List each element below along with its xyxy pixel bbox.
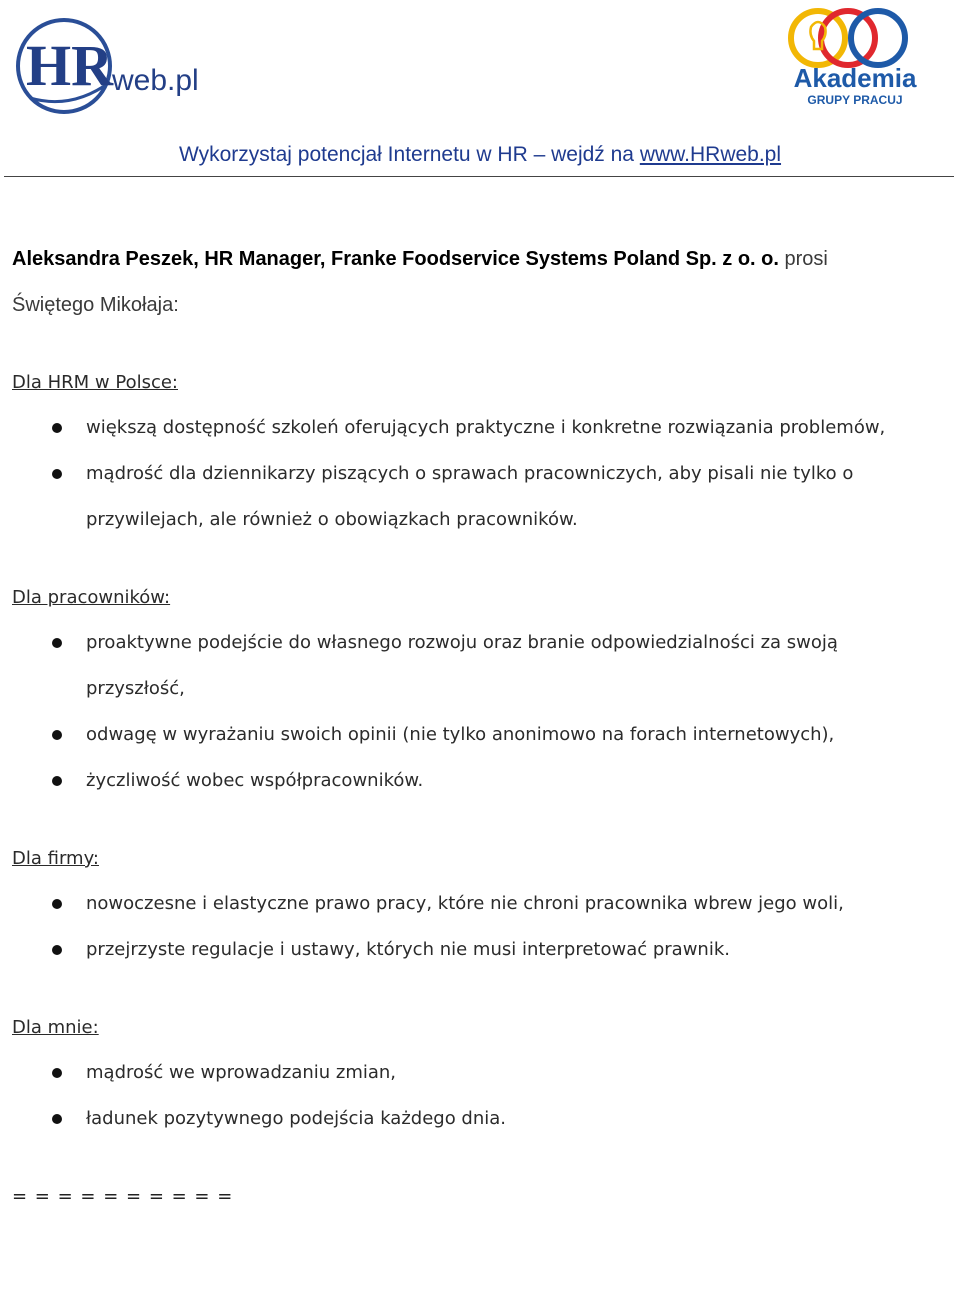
bullet-icon — [52, 945, 62, 955]
bullet-icon — [52, 423, 62, 433]
section-title: Dla HRM w Polsce: — [12, 372, 178, 393]
bullet-icon — [52, 776, 62, 786]
list-item-text: nowoczesne i elastyczne prawo pracy, które nie chroni pracownika wbrew jego woli, — [86, 893, 844, 914]
list-item — [12, 881, 942, 927]
list-item — [12, 451, 942, 543]
list-item — [12, 405, 942, 451]
intro-author: Aleksandra Peszek, HR Manager, Franke Foodservice Systems Poland Sp. z o. o. — [12, 248, 779, 270]
section-company — [12, 848, 942, 973]
list-item-text: większą dostępność szkoleń oferujących praktyczne i konkretne rozwiązania problemów, — [86, 417, 886, 438]
list-item — [12, 1096, 942, 1142]
intro-paragraph — [12, 236, 942, 328]
tagline-text: Wykorzystaj potencjał Internetu w HR – wejdź na — [178, 143, 640, 166]
list-item — [12, 712, 942, 758]
bullet-icon — [52, 899, 62, 909]
akademia-logo — [785, 5, 925, 115]
intro-rest-2: Świętego Mikołaja: — [12, 294, 179, 316]
separator-line: = = = = = = = = = = — [12, 1186, 234, 1207]
bullet-icon — [52, 730, 62, 740]
hrweb-logo-suffix: web.pl — [112, 64, 199, 97]
section-title: Dla pracowników: — [12, 587, 171, 608]
hrweb-link[interactable]: www.HRweb.pl — [639, 143, 782, 166]
header-tagline — [0, 143, 960, 167]
akademia-logo-subtitle: GRUPY PRACUJ — [807, 93, 903, 107]
list-item-text: odwagę w wyrażaniu swoich opinii (nie tylko anonimowo na forach internetowych), — [86, 724, 835, 745]
section-employees — [12, 587, 942, 804]
bullet-icon — [52, 1114, 62, 1124]
section-title: Dla mnie: — [12, 1017, 99, 1038]
bullet-list — [12, 881, 942, 973]
bullet-icon — [52, 1068, 62, 1078]
header-divider — [4, 176, 954, 177]
akademia-logo-title: Akademia — [793, 63, 917, 93]
hrweb-logo-hr: HR — [26, 33, 113, 98]
document-body — [12, 236, 942, 1207]
list-item — [12, 620, 942, 712]
bullet-icon — [52, 638, 62, 648]
bullet-icon — [52, 469, 62, 479]
section-hrm — [12, 372, 942, 543]
list-item-text: mądrość we wprowadzaniu zmian, — [86, 1062, 397, 1083]
bullet-list — [12, 620, 942, 804]
list-item-text: mądrość dla dziennikarzy piszących o sprawach pracowniczych, aby pisali nie tylko o przywilejach, ale również o obowiązkach pracowników. — [86, 463, 854, 530]
bullet-list — [12, 1050, 942, 1142]
list-item-text: życzliwość wobec współpracowników. — [86, 770, 424, 791]
list-item — [12, 758, 942, 804]
intro-rest-1: prosi — [778, 248, 828, 270]
list-item — [12, 1050, 942, 1096]
hrweb-logo — [12, 10, 202, 120]
section-me — [12, 1017, 942, 1142]
list-item-text: przejrzyste regulacje i ustawy, których nie musi interpretować prawnik. — [86, 939, 730, 960]
bullet-list — [12, 405, 942, 543]
section-title: Dla firmy: — [12, 848, 99, 869]
list-item-text: proaktywne podejście do własnego rozwoju oraz branie odpowiedzialności za swoją przyszłość, — [86, 632, 838, 699]
list-item — [12, 927, 942, 973]
list-item-text: ładunek pozytywnego podejścia każdego dnia. — [86, 1108, 507, 1129]
